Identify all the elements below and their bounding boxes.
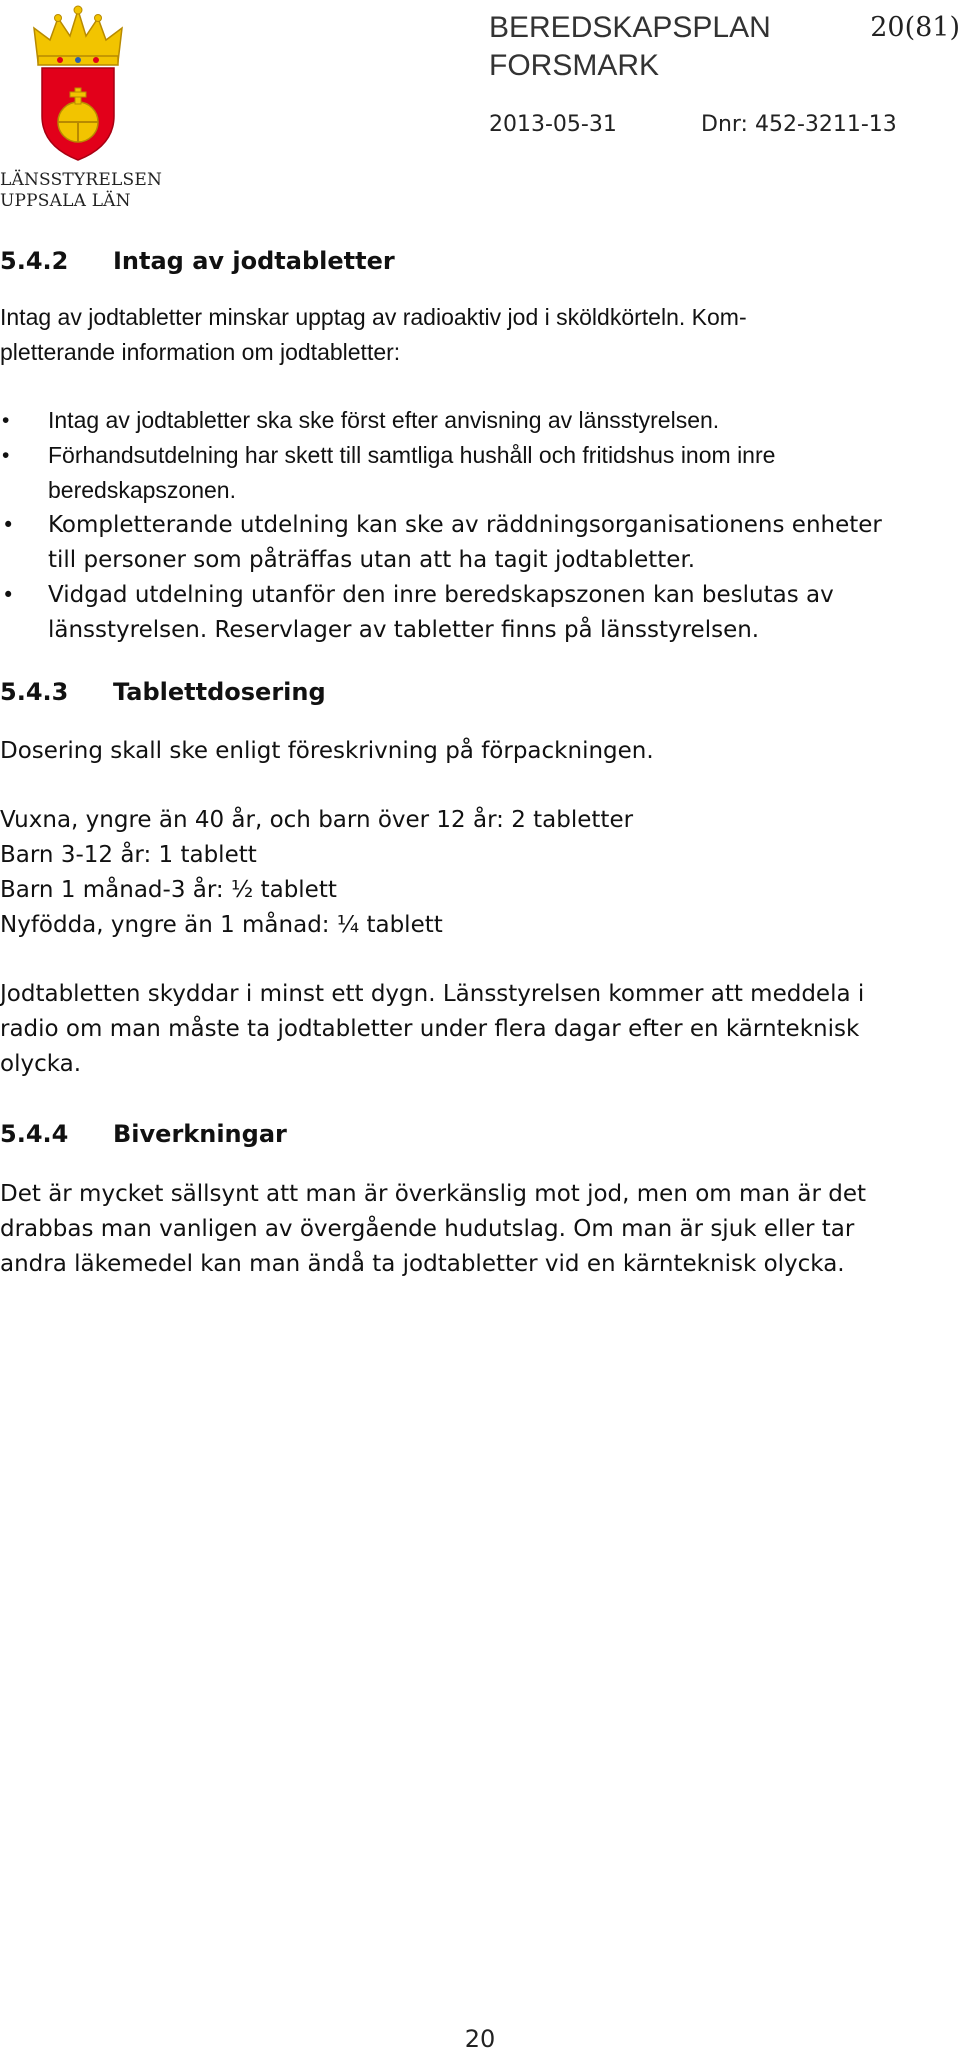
section-title: Intag av jodtabletter bbox=[113, 247, 395, 275]
dosage-instruction: Dosering skall ske enligt föreskrivning på förpackningen. bbox=[0, 738, 654, 764]
intro-paragraph: Intag av jodtabletter minskar upptag av radioaktiv jod i sköldkörteln. Kom- pletterande information om jodtabletter: bbox=[0, 304, 747, 365]
lansstyrelsen-logo bbox=[0, 4, 163, 214]
bullet-list bbox=[0, 403, 960, 508]
title-line-1: BEREDSKAPSPLAN bbox=[489, 11, 771, 44]
document-title bbox=[489, 9, 819, 85]
list-item: • Intag av jodtabletter ska ske först efter anvisning av länsstyrelsen. bbox=[0, 403, 960, 438]
document-date: 2013-05-31 bbox=[489, 112, 617, 137]
section-title: Tablettdosering bbox=[113, 678, 326, 706]
section-heading-5-4-2 bbox=[0, 244, 960, 278]
list-item: • Kompletterande utdelning kan ske av räddningsorganisationens enheter till personer som påträffas utan att ha tagit jodtabletter. bbox=[0, 508, 960, 578]
section-number: 5.4.2 bbox=[0, 247, 69, 275]
section-number: 5.4.3 bbox=[0, 678, 69, 706]
bullet-list-continued bbox=[0, 508, 960, 648]
protection-paragraph: Jodtabletten skyddar i minst ett dygn. Länsstyrelsen kommer att meddela i radio om man måste ta jodtabletter under flera dagar efter en kärnteknisk olycka. bbox=[0, 981, 865, 1077]
list-item: • Vidgad utdelning utanför den inre beredskapszonen kan beslutas av länsstyrelsen. Reservlager av tabletter finns på länsstyrelsen. bbox=[0, 578, 960, 648]
section-heading-5-4-4 bbox=[0, 1117, 960, 1151]
page-content bbox=[0, 244, 960, 1282]
title-line-2: FORSMARK bbox=[489, 49, 660, 82]
section-title: Biverkningar bbox=[113, 1120, 287, 1148]
section-heading-5-4-3 bbox=[0, 675, 960, 709]
footer-page-number: 20 bbox=[464, 2025, 496, 2053]
org-name: LÄNSSTYRELSEN bbox=[0, 170, 163, 190]
coat-of-arms-icon bbox=[28, 4, 128, 164]
dose-list: Vuxna, yngre än 40 år, och barn över 12 år: 2 tabletter Barn 3-12 år: 1 tablett Barn 1 månad-3 år: ½ tablett Nyfödda, yngre än 1 månad: ¼ tablett bbox=[0, 807, 634, 938]
page-of-total: 20(81) bbox=[870, 12, 960, 43]
side-effects-paragraph: Det är mycket sällsynt att man är överkänslig mot jod, men om man är det drabbas man vanligen av övergående hudutslag. Om man är sjuk eller tar andra läkemedel kan man ändå ta jodtabletter vid en kärnteknisk olycka. bbox=[0, 1181, 867, 1277]
list-item: • Förhandsutdelning har skett till samtliga hushåll och fritidshus inom inre beredskapszonen. bbox=[0, 438, 960, 508]
section-number: 5.4.4 bbox=[0, 1120, 69, 1148]
document-dnr: Dnr: 452-3211-13 bbox=[701, 112, 897, 137]
org-region: UPPSALA LÄN bbox=[0, 191, 131, 211]
